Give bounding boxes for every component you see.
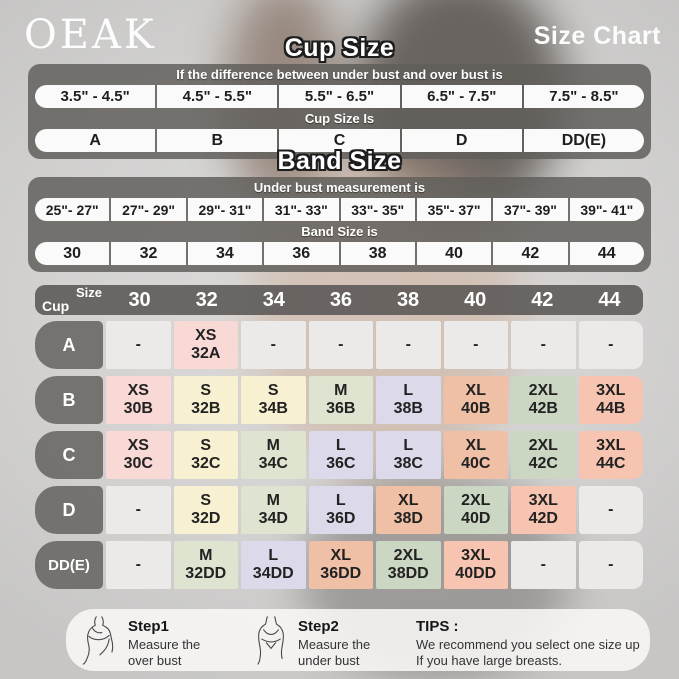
cup-letter-cell: A — [35, 129, 155, 152]
page-title: Size Chart — [533, 22, 661, 50]
tips-block — [416, 618, 640, 670]
cup-condition-label: If the difference between under bust and over bust is — [176, 67, 503, 82]
matrix-row — [35, 431, 643, 479]
matrix-cup-row-label: A — [35, 321, 103, 369]
band-number-cell: 42 — [493, 242, 567, 265]
matrix-band-column-header: 34 — [262, 288, 285, 311]
matrix-cup-row-label: C — [35, 431, 103, 479]
cup-letter-cell: D — [402, 129, 522, 152]
matrix-band-column-header: 36 — [329, 288, 353, 311]
matrix-size-cell: - — [241, 321, 306, 369]
matrix-size-cell: 3XL 44B — [579, 376, 644, 424]
matrix-size-cell: XL 40B — [444, 376, 509, 424]
band-condition-label: Under bust measurement is — [253, 180, 426, 195]
band-number-cell: 44 — [570, 242, 644, 265]
matrix-size-cell: 2XL 42B — [511, 376, 576, 424]
matrix-cup-row-label: D — [35, 486, 103, 534]
measure-guide-panel — [66, 609, 650, 671]
matrix-size-cell: S 32C — [174, 431, 239, 479]
corner-cup-label: Cup — [42, 298, 70, 314]
band-number-cell: 34 — [188, 242, 262, 265]
matrix-size-cell: 3XL 44C — [579, 431, 644, 479]
cup-range-cell: 3.5" - 4.5" — [35, 85, 155, 108]
band-number-cell: 36 — [264, 242, 338, 265]
band-range-cell: 35"- 37" — [417, 198, 491, 221]
matrix-size-cell: XS 30C — [106, 431, 171, 479]
cup-range-cell: 4.5" - 5.5" — [157, 85, 277, 108]
matrix-size-cell: S 32D — [174, 486, 239, 534]
matrix-size-cell: - — [579, 321, 644, 369]
cup-letter-cell: B — [157, 129, 277, 152]
matrix-size-cell: M 34D — [241, 486, 306, 534]
matrix-size-cell: - — [106, 321, 171, 369]
matrix-row — [35, 486, 643, 534]
band-range-cell: 37"- 39" — [493, 198, 567, 221]
step1-line2: over bust — [128, 653, 182, 669]
matrix-size-cell: L 34DD — [241, 541, 306, 589]
measure-over-bust-figure-icon — [80, 615, 118, 665]
band-range-row — [35, 198, 644, 221]
matrix-size-cell: L 38B — [376, 376, 441, 424]
matrix-band-column-header: 40 — [464, 288, 487, 311]
matrix-size-cell: M 34C — [241, 431, 306, 479]
matrix-size-cell: - — [106, 486, 171, 534]
band-range-cell: 31"- 33" — [264, 198, 338, 221]
matrix-size-cell: XS 32A — [174, 321, 239, 369]
matrix-size-cell: - — [376, 321, 441, 369]
cup-result-label: Cup Size Is — [304, 111, 375, 126]
measure-under-bust-figure-icon — [252, 615, 290, 665]
matrix-size-cell: M 32DD — [174, 541, 239, 589]
band-range-cell: 27"- 29" — [111, 198, 185, 221]
cup-size-title: Cup Size — [284, 34, 395, 62]
matrix-band-column-header: 32 — [195, 288, 218, 311]
matrix-size-cell: L 38C — [376, 431, 441, 479]
matrix-row — [35, 541, 643, 589]
matrix-size-cell: - — [444, 321, 509, 369]
matrix-band-column-header: 30 — [128, 288, 151, 311]
step1-block — [128, 618, 200, 670]
matrix-size-cell: M 36B — [309, 376, 374, 424]
band-range-cell: 25"- 27" — [35, 198, 109, 221]
band-result-label: Band Size is — [301, 224, 378, 239]
matrix-cup-row-label: DD(E) — [35, 541, 103, 589]
matrix-size-cell: XL 36DD — [309, 541, 374, 589]
band-number-row — [35, 242, 644, 265]
corner-size-label: Size — [75, 285, 102, 300]
size-matrix-body — [35, 321, 643, 589]
cup-range-row — [35, 85, 644, 108]
band-size-table — [28, 177, 651, 272]
step2-title: Step2 — [298, 618, 339, 635]
step2-line1: Measure the — [298, 637, 371, 652]
cup-letter-cell: DD(E) — [524, 129, 644, 152]
matrix-size-cell: 2XL 42C — [511, 431, 576, 479]
matrix-size-cell: XL 38D — [376, 486, 441, 534]
brand-logo: OEAK — [24, 12, 157, 58]
matrix-size-cell: S 34B — [241, 376, 306, 424]
cup-range-cell: 6.5" - 7.5" — [402, 85, 522, 108]
matrix-size-cell: XL 40C — [444, 431, 509, 479]
step1-line1: Measure the — [128, 637, 201, 652]
matrix-row — [35, 376, 643, 424]
step2-line2: under bust — [298, 653, 360, 669]
cup-range-cell: 5.5" - 6.5" — [279, 85, 399, 108]
band-range-cell: 29"- 31" — [188, 198, 262, 221]
matrix-size-cell: 3XL 42D — [511, 486, 576, 534]
matrix-size-cell: 3XL 40DD — [444, 541, 509, 589]
matrix-size-cell: S 32B — [174, 376, 239, 424]
matrix-row — [35, 321, 643, 369]
matrix-size-cell: - — [511, 541, 576, 589]
cup-size-table — [28, 64, 651, 159]
cup-letter-cell: C — [279, 129, 399, 152]
matrix-corner-cell — [35, 285, 106, 315]
matrix-band-column-header: 42 — [531, 288, 554, 311]
matrix-header-row — [35, 285, 643, 315]
step1-title: Step1 — [128, 618, 169, 635]
matrix-band-column-header: 44 — [598, 288, 621, 311]
tips-line1: We recommend you select one size up — [416, 637, 640, 652]
matrix-cup-row-label: B — [35, 376, 103, 424]
band-number-cell: 40 — [417, 242, 491, 265]
matrix-size-cell: L 36C — [309, 431, 374, 479]
matrix-size-cell: XS 30B — [106, 376, 171, 424]
matrix-size-cell: - — [309, 321, 374, 369]
matrix-size-cell: - — [579, 486, 644, 534]
cup-range-cell: 7.5" - 8.5" — [524, 85, 644, 108]
matrix-size-cell: 2XL 38DD — [376, 541, 441, 589]
band-number-cell: 32 — [111, 242, 185, 265]
band-range-cell: 39"- 41" — [570, 198, 644, 221]
matrix-size-cell: L 36D — [309, 486, 374, 534]
tips-line2: If you have large breasts. — [416, 653, 562, 669]
tips-title: TIPS : — [416, 618, 459, 635]
matrix-size-cell: 2XL 40D — [444, 486, 509, 534]
band-range-cell: 33"- 35" — [341, 198, 415, 221]
matrix-size-cell: - — [579, 541, 644, 589]
step2-block — [298, 618, 370, 670]
matrix-size-cell: - — [511, 321, 576, 369]
matrix-size-cell: - — [106, 541, 171, 589]
band-number-cell: 30 — [35, 242, 109, 265]
band-size-title: Band Size — [277, 147, 402, 175]
matrix-band-column-header: 38 — [396, 288, 420, 311]
band-number-cell: 38 — [341, 242, 415, 265]
